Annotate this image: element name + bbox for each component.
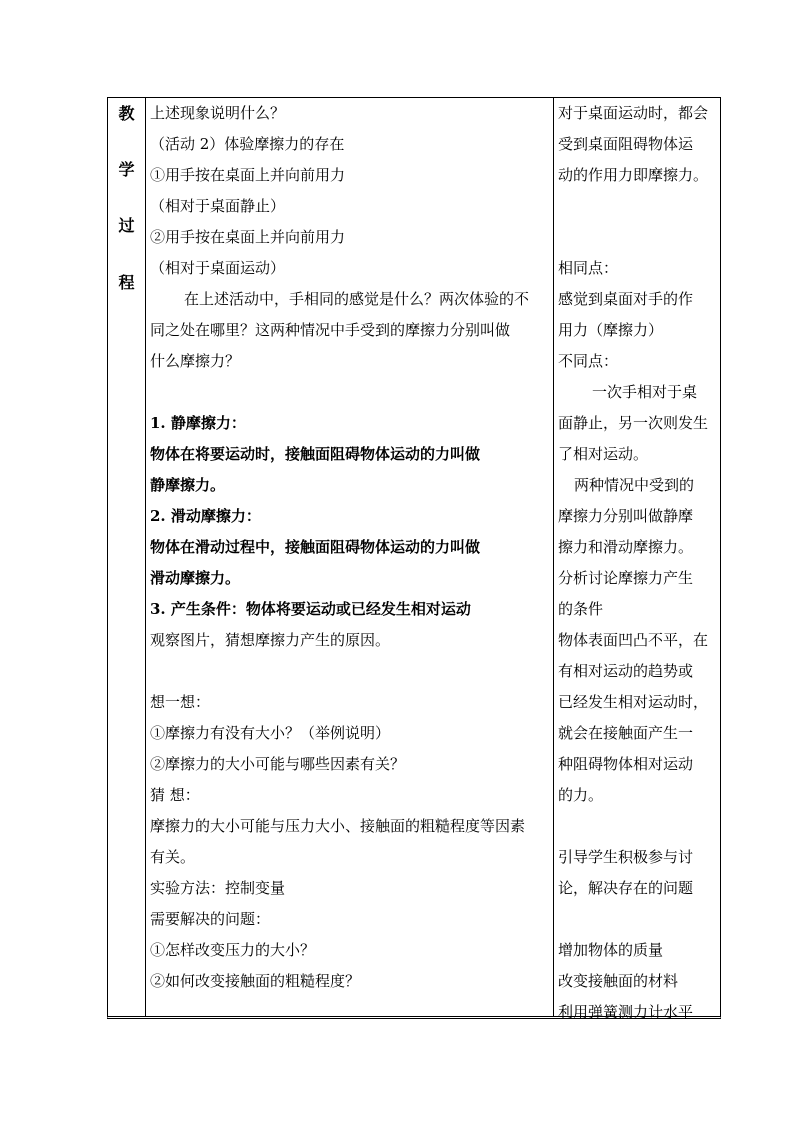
content-line: 摩擦力的大小可能与压力大小、接触面的粗糙程度等因素 <box>150 817 526 835</box>
activity-line: 一次手相对于桌 <box>592 383 698 401</box>
content-line <box>150 657 548 688</box>
activity-line: 相同点： <box>558 259 619 277</box>
activity-line <box>558 192 718 223</box>
activity-line: 了相对运动。 <box>558 445 649 463</box>
student-activity-column <box>558 99 718 1029</box>
content-line: 2. 滑动摩擦力： <box>150 507 261 525</box>
content-line: （活动 2）体验摩擦力的存在 <box>150 135 345 153</box>
content-line <box>150 378 548 409</box>
content-line: ②摩擦力的大小可能与哪些因素有关？ <box>150 755 406 773</box>
content-line: 什么摩擦力？ <box>150 352 241 370</box>
content-line: 3. 产生条件：物体将要运动或已经发生相对运动 <box>150 600 471 618</box>
side-label-char-3: 过 <box>118 216 135 235</box>
activity-line: 利用弹簧测力计水平 <box>558 1003 694 1021</box>
activity-line: 受到桌面阻碍物体运 <box>558 135 694 153</box>
content-line: 想一想： <box>150 693 211 711</box>
activity-line: 已经发生相对运动时， <box>558 693 709 711</box>
side-label-char-2: 学 <box>118 160 135 179</box>
content-line: 滑动摩擦力。 <box>150 569 241 587</box>
content-line: 物体在滑动过程中，接触面阻碍物体运动的力叫做 <box>150 538 481 556</box>
activity-line: 动的作用力即摩擦力。 <box>558 166 709 184</box>
content-line: 有关。 <box>150 848 196 866</box>
activity-line: 不同点： <box>558 352 619 370</box>
activity-line: 改变接触面的材料 <box>558 972 679 990</box>
content-line: （相对于桌面静止） <box>150 197 286 215</box>
activity-line: 摩擦力分别叫做静摩 <box>558 507 694 525</box>
activity-line: 就会在接触面产生一 <box>558 724 694 742</box>
lesson-table <box>107 97 721 1019</box>
content-line: 1. 静摩擦力： <box>150 414 246 432</box>
activity-line: 的条件 <box>558 600 604 618</box>
content-line: 猜 想： <box>150 786 200 804</box>
content-line: 实验方法：控制变量 <box>150 879 286 897</box>
side-label-char-1: 教 <box>118 104 135 123</box>
activity-line: 分析讨论摩擦力产生 <box>558 569 694 587</box>
activity-line: 有相对运动的趋势或 <box>558 662 694 680</box>
activity-line: 对于桌面运动时，都会 <box>558 104 709 122</box>
content-line: 需要解决的问题： <box>150 910 271 928</box>
teaching-content-column <box>150 99 548 998</box>
content-line: ①用手按在桌面上并向前用力 <box>150 166 346 184</box>
activity-line: 增加物体的质量 <box>558 941 664 959</box>
activity-line: 物体表面凹凸不平，在 <box>558 631 709 649</box>
activity-line: 引导学生积极参与讨 <box>558 848 694 866</box>
column-divider-right <box>553 98 554 1016</box>
content-line: 物体在将要运动时，接触面阻碍物体运动的力叫做 <box>150 445 481 463</box>
activity-line: 用力（摩擦力） <box>558 321 664 339</box>
activity-line: 的力。 <box>558 786 604 804</box>
content-line: 观察图片，猜想摩擦力产生的原因。 <box>150 631 391 649</box>
content-line: 上述现象说明什么？ <box>150 104 286 122</box>
activity-line: 感觉到桌面对手的作 <box>558 290 694 308</box>
column-divider-left <box>145 98 146 1016</box>
content-line: ①摩擦力有没有大小？（举例说明） <box>150 724 391 742</box>
activity-line: 种阻碍物体相对运动 <box>558 755 694 773</box>
activity-line: 擦力和滑动摩擦力。 <box>558 538 694 556</box>
activity-line: 两种情况中受到的 <box>574 476 695 494</box>
activity-line <box>558 223 718 254</box>
side-label-char-4: 程 <box>118 273 135 292</box>
activity-line <box>558 905 718 936</box>
activity-line: 面静止，另一次则发生 <box>558 414 709 432</box>
content-line: （相对于桌面运动） <box>150 259 286 277</box>
content-line: ①怎样改变压力的大小？ <box>150 941 316 959</box>
content-line: 同之处在哪里？这两种情况中手受到的摩擦力分别叫做 <box>150 321 511 339</box>
content-line: 在上述活动中，手相同的感觉是什么？两次体验的不 <box>184 290 530 308</box>
activity-line: 论，解决存在的问题 <box>558 879 694 897</box>
content-line: 静摩擦力。 <box>150 476 226 494</box>
content-line: ②如何改变接触面的粗糙程度？ <box>150 972 361 990</box>
content-line: ②用手按在桌面上并向前用力 <box>150 228 346 246</box>
activity-line <box>558 812 718 843</box>
